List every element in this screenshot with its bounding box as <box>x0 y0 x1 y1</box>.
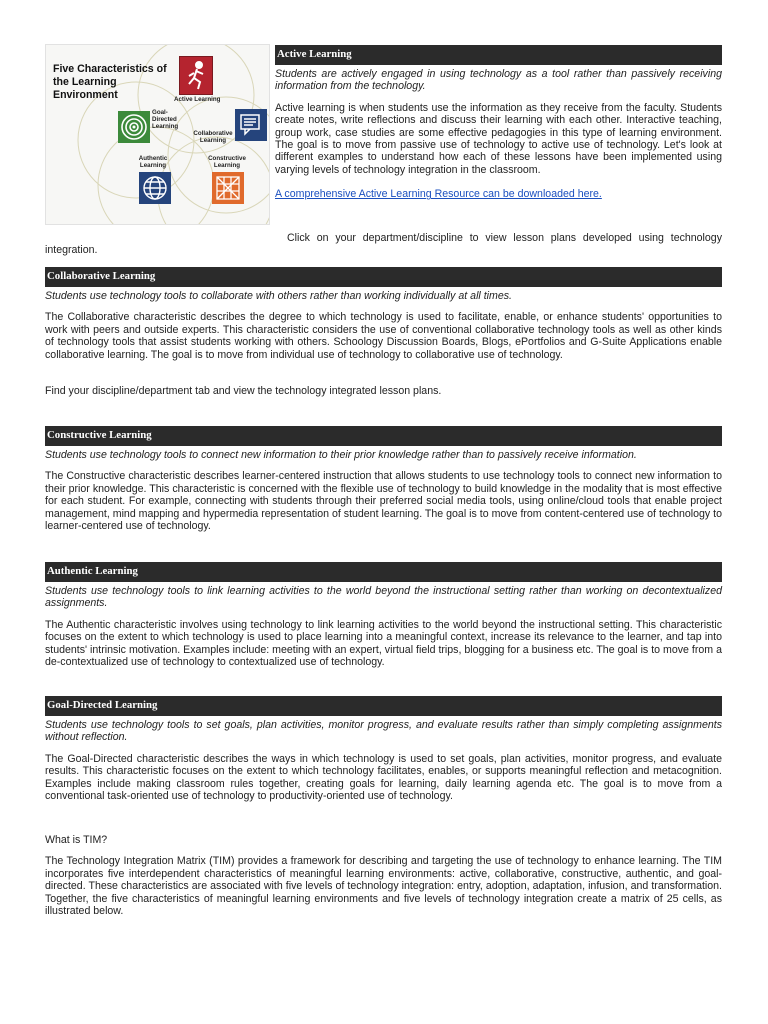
tim-question: What is TIM? <box>45 834 108 846</box>
goal-directed-learning-heading: Goal-Directed Learning <box>45 696 722 716</box>
active-learning-body: Active learning is when students use the information as they receive from the faculty. Students create notes, write reflections and discuss their learning with each other. Interactive teaching, group work, case studies are some effective pedagogies in this type of learning environment. The goal is to move from passive use of technology to active use of technology. Let's look at different examples to understand how each of these lessons have been implemented using varying levels of technology integration in the classroom. <box>275 101 722 176</box>
click-department-text: Click on your department/discipline to view lesson plans developed using technology integration. <box>45 232 722 257</box>
collaborative-learning-body: The Collaborative characteristic describes the degree to which technology is used to facilitate, enable, or enhance students' opportunities to work with peers and outside experts. This characteristic considers the use of conventional collaborative technology tools as well as other kinds of technology tools that assist students working with others. Schoology Discussion Boards, Blogs, ePortfolios and G-Suite Applications enable collaborative learning. The goal is to move from individual use of technology to collaborative use of technology. <box>45 311 722 361</box>
authentic-learning-body: The Authentic characteristic involves using technology to link learning activities to the world beyond the instructional setting. This characteristic focuses on the extent to which technology is used to place learning into a meaningful context, increase its relevance to the learner, and tap into students' intrinsic motivation. Examples include: meeting with an expert, virtual field trips, blogging for a business etc. The goal is to move from a de-contextualized use of technology to contextualized use of technology. <box>45 618 722 669</box>
collaborative-learning-summary: Students use technology tools to collaborate with others rather than working individually at all times. <box>45 290 512 302</box>
lattice-icon <box>212 172 244 204</box>
goal-directed-learning-section <box>45 696 722 802</box>
active-learning-resource-link[interactable]: A comprehensive Active Learning Resource can be downloaded here. <box>275 188 602 201</box>
five-characteristics-figure <box>45 44 270 225</box>
constructive-learning-summary: Students use technology tools to connect new information to their prior knowledge rather than to passively receive information. <box>45 449 637 461</box>
label-goal: Goal-Directed Learning <box>152 109 179 130</box>
figure-title: Five Characteristics of the Learning Environment <box>53 63 167 101</box>
running-person-icon <box>179 56 213 95</box>
collaborative-learning-section <box>45 267 722 397</box>
constructive-learning-body: The Constructive characteristic describes learner-centered instruction that allows students to use technology tools to connect new information to their prior knowledge. This characteristic is concerned with the flexible use of technology to build knowledge in the modality that is most effective for each student. For example, connecting with students through their preferred social media tools, using online/cloud tools that enable project management, mind mapping and hypermedia representation of student learning. The goal is to move from content-centered use of technology to learner-centered use of technology. <box>45 470 722 533</box>
active-learning-section <box>275 45 722 201</box>
authentic-learning-summary: Students use technology tools to link learning activities to the world beyond the instructional setting rather than working on decontextualized assignments. <box>45 585 722 610</box>
tim-body: The Technology Integration Matrix (TIM) provides a framework for describing and targeting the use of technology to enhance learning. The TIM incorporates five interdependent characteristics of meaningful learning environments: active, collaborative, constructive, authentic, and goal-directed. These characteristics are associated with five levels of technology integration: entry, adoption, adaptation, infusion, and transformation. Together, the five characteristics of meaningful learning environments and five levels of technology integration create a matrix of 25 cells, as illustrated below. <box>45 855 722 918</box>
tim-section <box>45 834 722 917</box>
label-constructive: Constructive Learning <box>208 155 246 169</box>
label-collaborative: Collaborative Learning <box>193 130 233 144</box>
chat-bubbles-icon <box>235 109 267 141</box>
collaborative-learning-heading: Collaborative Learning <box>45 267 722 287</box>
active-learning-heading: Active Learning <box>275 45 722 65</box>
globe-icon <box>139 172 171 204</box>
authentic-learning-heading: Authentic Learning <box>45 562 722 582</box>
label-active: Active Learning <box>174 96 221 103</box>
authentic-learning-section <box>45 562 722 668</box>
find-department-text: Find your discipline/department tab and view the technology integrated lesson plans. <box>45 385 442 398</box>
constructive-learning-heading: Constructive Learning <box>45 426 722 446</box>
active-learning-summary: Students are actively engaged in using technology as a tool rather than passively receiving information from the technology. <box>275 68 722 93</box>
target-icon <box>118 111 150 143</box>
constructive-learning-section <box>45 426 722 532</box>
label-authentic: Authentic Learning <box>138 155 168 169</box>
goal-directed-learning-summary: Students use technology tools to set goals, plan activities, monitor progress, and evaluate results rather than simply completing assignments without reflection. <box>45 719 722 744</box>
goal-directed-learning-body: The Goal-Directed characteristic describes the ways in which technology is used to set goals, plan activities, monitor progress, and evaluate results. This characteristic focuses on the extent to which technology facilitates, enables, or supports meaningful reflection and metacognition. Examples include making classroom rules together, creating goals for learning, daily learning agenda etc. The goal is to move from a conventional task-oriented use of technology to productivity-oriented use of technology. <box>45 752 722 803</box>
